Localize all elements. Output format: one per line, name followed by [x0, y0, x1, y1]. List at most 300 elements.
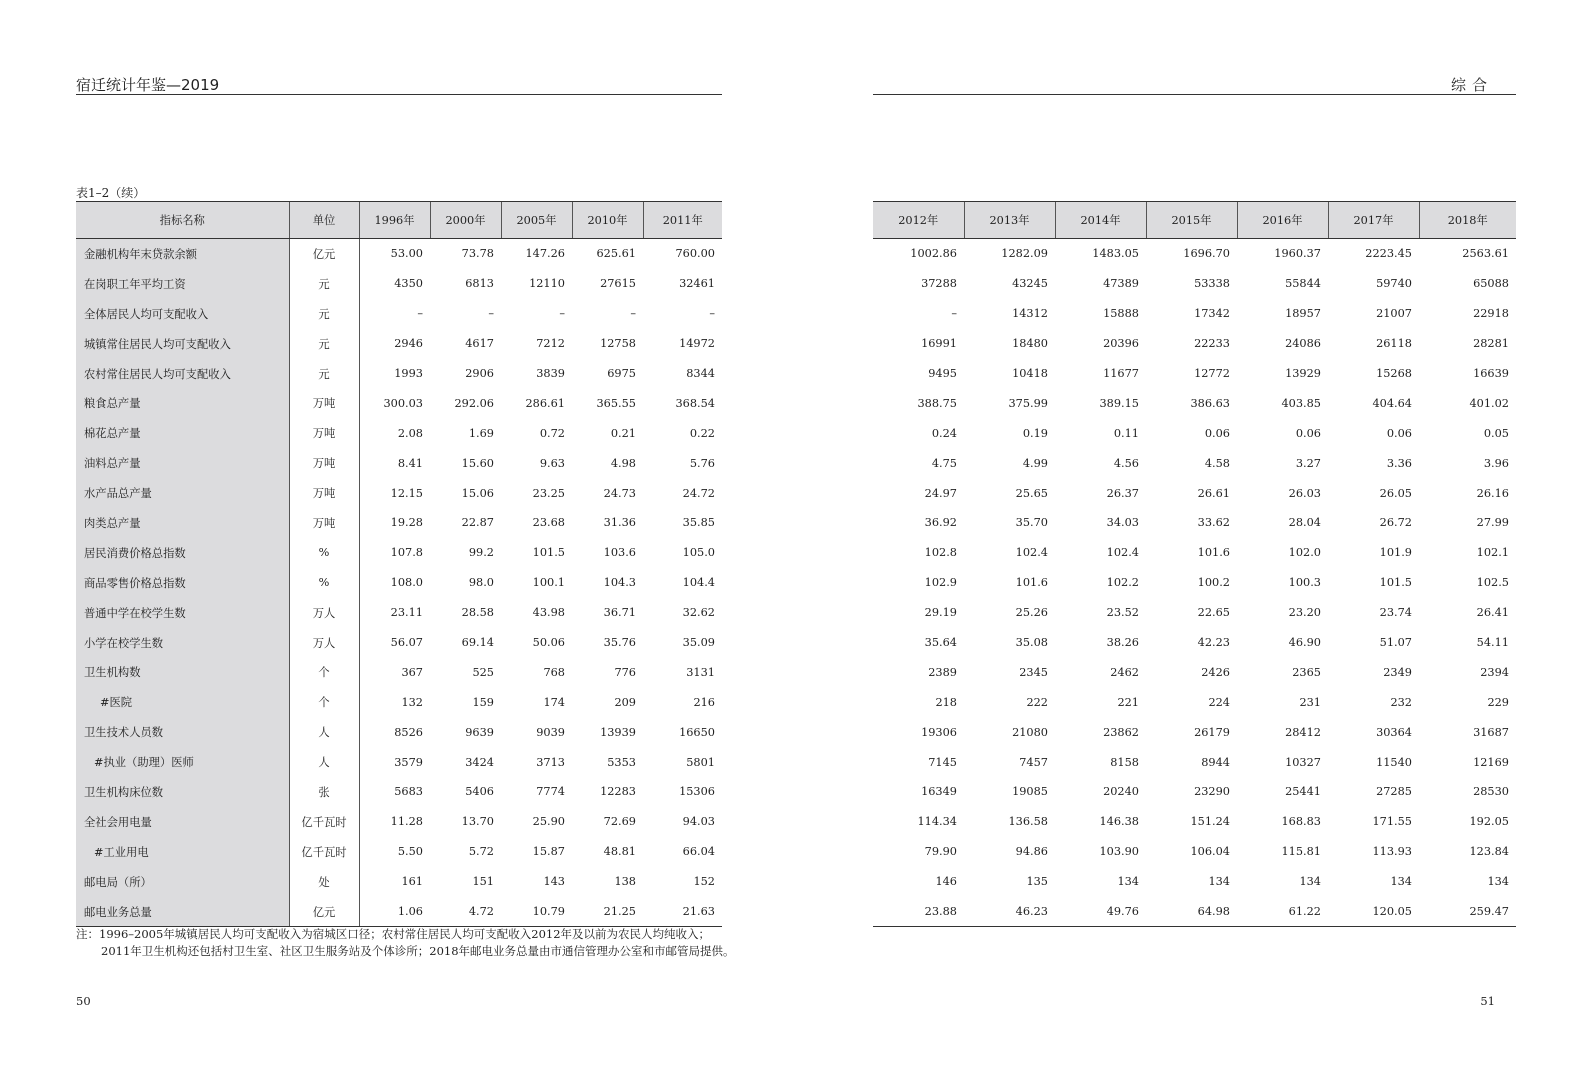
value-cell: 27.99: [1476, 516, 1509, 530]
value-cell: 35.85: [682, 516, 715, 530]
table-row: [76, 538, 722, 568]
table-row: [873, 628, 1516, 658]
value-cell: 23.68: [532, 516, 565, 530]
table-row: [76, 628, 722, 658]
value-cell: 134: [1390, 875, 1412, 889]
value-cell: 3839: [536, 367, 565, 380]
value-cell: 5.72: [468, 845, 494, 859]
value-cell: 19306: [921, 725, 957, 739]
table-row: [873, 867, 1516, 897]
unit-cell: 元: [289, 359, 359, 389]
value-cell: 65088: [1473, 277, 1509, 291]
value-cell: 8158: [1110, 755, 1139, 769]
value-cell: 7774: [536, 785, 565, 799]
value-cell: 103.6: [603, 546, 636, 560]
table-row: [873, 897, 1516, 927]
table-row: [873, 508, 1516, 538]
table-row: [76, 657, 722, 687]
column-header: 2012年: [873, 202, 964, 239]
value-cell: 4617: [465, 337, 494, 351]
value-cell: 11677: [1103, 367, 1139, 380]
value-cell: 147.26: [525, 247, 565, 261]
table-row: [76, 837, 722, 867]
value-cell: 2462: [1110, 665, 1139, 679]
value-cell: 35.08: [1015, 636, 1048, 650]
table-row: [873, 418, 1516, 448]
value-cell: 31687: [1473, 725, 1509, 739]
unit-cell: 万吨: [289, 418, 359, 448]
value-cell: 35.76: [603, 636, 636, 650]
table-row: [76, 388, 722, 418]
unit-cell: 人: [289, 747, 359, 777]
value-cell: 12.15: [390, 486, 423, 500]
value-cell: 525: [472, 665, 494, 679]
indicator-name: 商品零售价格总指数: [76, 568, 289, 598]
unit-cell: %: [289, 538, 359, 568]
value-cell: 27285: [1376, 785, 1412, 799]
value-cell: 4.75: [931, 456, 957, 470]
value-cell: 221: [1117, 695, 1139, 709]
value-cell: 389.15: [1099, 396, 1139, 410]
value-cell: 22918: [1473, 307, 1509, 321]
value-cell: 8944: [1201, 755, 1230, 769]
value-cell: 4350: [394, 277, 423, 291]
table-row: [76, 359, 722, 389]
value-cell: 72.69: [603, 815, 636, 829]
value-cell: 15.06: [461, 486, 494, 500]
value-cell: 26118: [1376, 337, 1412, 351]
value-cell: 102.5: [1476, 576, 1509, 590]
value-cell: 1483.05: [1092, 247, 1139, 261]
value-cell: 174: [543, 695, 565, 709]
column-header: 2013年: [964, 202, 1055, 239]
value-cell: 25441: [1285, 785, 1321, 799]
value-cell: 35.70: [1015, 516, 1048, 530]
value-cell: 114.34: [917, 815, 957, 829]
value-cell: 168.83: [1281, 815, 1321, 829]
table-row: [873, 717, 1516, 747]
value-cell: 115.81: [1281, 845, 1321, 859]
value-cell: 286.61: [525, 396, 565, 410]
value-cell: 4.58: [1204, 456, 1230, 470]
value-cell: 102.9: [924, 576, 957, 590]
value-cell: 2946: [394, 337, 423, 351]
value-cell: 23.52: [1106, 606, 1139, 620]
footnote-line: 注：1996–2005年城镇居民人均可支配收入为宿城区口径；农村常住居民人均可支配收入2012年及以前为农民人均纯收入；: [76, 927, 711, 941]
table-row: [873, 448, 1516, 478]
unit-cell: 个: [289, 657, 359, 687]
value-cell: 46.90: [1288, 636, 1321, 650]
value-cell: 138: [614, 875, 636, 889]
value-cell: 152: [693, 875, 715, 889]
value-cell: 94.86: [1015, 845, 1048, 859]
value-cell: 102.2: [1106, 576, 1139, 590]
table-row: [76, 747, 722, 777]
indicator-name: 水产品总产量: [76, 478, 289, 508]
left-page: [0, 0, 793, 1077]
value-cell: –: [417, 307, 423, 321]
indicator-name: 居民消费价格总指数: [76, 538, 289, 568]
value-cell: 14312: [1012, 307, 1048, 321]
value-cell: 3424: [465, 755, 494, 769]
value-cell: 26.16: [1476, 486, 1509, 500]
value-cell: 171.55: [1372, 815, 1412, 829]
unit-cell: 亿千瓦时: [289, 837, 359, 867]
value-cell: 9495: [928, 367, 957, 380]
value-cell: 0.22: [689, 426, 715, 440]
value-cell: 151: [472, 875, 494, 889]
value-cell: 24086: [1285, 337, 1321, 351]
table-row: [76, 299, 722, 329]
value-cell: 367: [401, 665, 423, 679]
value-cell: 53338: [1194, 277, 1230, 291]
value-cell: 0.11: [1113, 426, 1139, 440]
value-cell: 1.06: [359, 897, 430, 927]
value-cell: 13939: [600, 725, 636, 739]
unit-cell: 亿元: [289, 897, 359, 927]
value-cell: 2389: [928, 665, 957, 679]
value-cell: 4.56: [1113, 456, 1139, 470]
value-cell: 69.14: [461, 636, 494, 650]
indicator-name: 肉类总产量: [76, 508, 289, 538]
value-cell: 218: [935, 695, 957, 709]
value-cell: 2906: [465, 367, 494, 380]
value-cell: 0.24: [931, 426, 957, 440]
table-row: [873, 747, 1516, 777]
value-cell: 61.22: [1237, 897, 1328, 927]
value-cell: 36.92: [924, 516, 957, 530]
value-cell: 28.04: [1288, 516, 1321, 530]
value-cell: 3713: [536, 755, 565, 769]
unit-cell: 元: [289, 299, 359, 329]
value-cell: 20396: [1103, 337, 1139, 351]
unit-cell: %: [289, 568, 359, 598]
value-cell: 404.64: [1372, 396, 1412, 410]
value-cell: 3.27: [1295, 456, 1321, 470]
value-cell: 300.03: [383, 396, 423, 410]
value-cell: 26.37: [1106, 486, 1139, 500]
table-row: [76, 329, 722, 359]
value-cell: 11.28: [390, 815, 423, 829]
indicator-name: 邮电业务总量: [76, 897, 289, 927]
value-cell: 4.99: [1022, 456, 1048, 470]
value-cell: 135: [1026, 875, 1048, 889]
value-cell: 28.58: [461, 606, 494, 620]
value-cell: 768: [543, 665, 565, 679]
value-cell: 29.19: [924, 606, 957, 620]
value-cell: 26.61: [1197, 486, 1230, 500]
unit-cell: 人: [289, 717, 359, 747]
value-cell: 132: [401, 695, 423, 709]
value-cell: 11540: [1376, 755, 1412, 769]
value-cell: 7457: [1019, 755, 1048, 769]
value-cell: 32461: [679, 277, 715, 291]
value-cell: 232: [1390, 695, 1412, 709]
value-cell: 13.70: [461, 815, 494, 829]
indicator-name: #工业用电: [76, 837, 289, 867]
indicator-name: 城镇常住居民人均可支配收入: [76, 329, 289, 359]
value-cell: 136.58: [1008, 815, 1048, 829]
value-cell: 760.00: [675, 247, 715, 261]
value-cell: 16991: [921, 337, 957, 351]
table-row: [873, 239, 1516, 269]
table-row: [873, 598, 1516, 628]
value-cell: 50.06: [532, 636, 565, 650]
table-row: [873, 538, 1516, 568]
value-cell: 0.06: [1295, 426, 1321, 440]
value-cell: 0.06: [1204, 426, 1230, 440]
table-row: [873, 568, 1516, 598]
value-cell: 222: [1026, 695, 1048, 709]
value-cell: 375.99: [1008, 396, 1048, 410]
value-cell: 23.88: [873, 897, 964, 927]
table-row: [873, 687, 1516, 717]
value-cell: 113.93: [1372, 845, 1412, 859]
value-cell: 388.75: [917, 396, 957, 410]
column-header: 2015年: [1146, 202, 1237, 239]
unit-cell: 亿元: [289, 239, 359, 269]
column-header: 2017年: [1328, 202, 1419, 239]
value-cell: 101.6: [1015, 576, 1048, 590]
value-cell: 16639: [1473, 367, 1509, 380]
unit-cell: 元: [289, 269, 359, 299]
value-cell: 105.0: [682, 546, 715, 560]
value-cell: 37288: [921, 277, 957, 291]
value-cell: 7145: [928, 755, 957, 769]
value-cell: 42.23: [1197, 636, 1230, 650]
value-cell: 9.63: [539, 456, 565, 470]
table-row: [76, 448, 722, 478]
table-row: [873, 478, 1516, 508]
value-cell: 27615: [600, 277, 636, 291]
indicator-name: 在岗职工年平均工资: [76, 269, 289, 299]
value-cell: 101.5: [532, 546, 565, 560]
value-cell: 14972: [679, 337, 715, 351]
value-cell: 26.05: [1379, 486, 1412, 500]
unit-cell: 万人: [289, 628, 359, 658]
value-cell: 2.08: [397, 426, 423, 440]
value-cell: 21.25: [572, 897, 643, 927]
table-row: [76, 508, 722, 538]
value-cell: 5801: [686, 755, 715, 769]
value-cell: 12283: [600, 785, 636, 799]
value-cell: 23.74: [1379, 606, 1412, 620]
value-cell: 0.05: [1483, 426, 1509, 440]
value-cell: 25.90: [532, 815, 565, 829]
table-row: [76, 418, 722, 448]
value-cell: 46.23: [964, 897, 1055, 927]
value-cell: 104.4: [682, 576, 715, 590]
value-cell: 28530: [1473, 785, 1509, 799]
value-cell: 2394: [1480, 665, 1509, 679]
value-cell: 146.38: [1099, 815, 1139, 829]
value-cell: 1993: [394, 367, 423, 380]
column-header: 2016年: [1237, 202, 1328, 239]
value-cell: 100.2: [1197, 576, 1230, 590]
value-cell: 1002.86: [910, 247, 957, 261]
value-cell: 22233: [1194, 337, 1230, 351]
value-cell: 134: [1487, 875, 1509, 889]
value-cell: 12169: [1473, 755, 1509, 769]
value-cell: 102.1: [1476, 546, 1509, 560]
table-row: [873, 329, 1516, 359]
value-cell: 625.61: [596, 247, 636, 261]
value-cell: 13929: [1285, 367, 1321, 380]
column-header: 指标名称: [76, 202, 289, 239]
value-cell: 12758: [600, 337, 636, 351]
value-cell: 229: [1487, 695, 1509, 709]
indicator-name: 全社会用电量: [76, 807, 289, 837]
unit-cell: 万吨: [289, 478, 359, 508]
value-cell: 104.3: [603, 576, 636, 590]
table-row: [76, 777, 722, 807]
column-header: 2000年: [430, 202, 501, 239]
value-cell: 3.36: [1386, 456, 1412, 470]
value-cell: 64.98: [1146, 897, 1237, 927]
value-cell: 31.36: [603, 516, 636, 530]
value-cell: 2365: [1292, 665, 1321, 679]
value-cell: 51.07: [1379, 636, 1412, 650]
value-cell: 24.97: [924, 486, 957, 500]
value-cell: 134: [1117, 875, 1139, 889]
value-cell: –: [559, 307, 565, 321]
unit-cell: 处: [289, 867, 359, 897]
value-cell: –: [709, 307, 715, 321]
value-cell: 776: [614, 665, 636, 679]
header-rule-left: [76, 94, 722, 95]
value-cell: 100.1: [532, 576, 565, 590]
value-cell: 146: [935, 875, 957, 889]
value-cell: 3579: [394, 755, 423, 769]
value-cell: 10418: [1012, 367, 1048, 380]
running-head-right: 综合: [1450, 76, 1493, 94]
value-cell: 10.79: [501, 897, 572, 927]
table-caption: 表1–2（续）: [76, 186, 146, 200]
value-cell: 108.0: [390, 576, 423, 590]
table-row: [76, 478, 722, 508]
value-cell: 3.96: [1483, 456, 1509, 470]
table-row: [76, 239, 722, 269]
value-cell: 103.90: [1099, 845, 1139, 859]
value-cell: 1960.37: [1274, 247, 1321, 261]
value-cell: 21007: [1376, 307, 1412, 321]
indicator-name: 全体居民人均可支配收入: [76, 299, 289, 329]
header-row-left: [76, 202, 722, 239]
value-cell: 216: [693, 695, 715, 709]
value-cell: 5406: [465, 785, 494, 799]
table-row: [76, 568, 722, 598]
value-cell: 0.72: [539, 426, 565, 440]
value-cell: 15.87: [532, 845, 565, 859]
value-cell: 98.0: [468, 576, 494, 590]
value-cell: 192.05: [1469, 815, 1509, 829]
value-cell: 9039: [536, 725, 565, 739]
value-cell: 1696.70: [1183, 247, 1230, 261]
value-cell: 102.4: [1015, 546, 1048, 560]
value-cell: 401.02: [1469, 396, 1509, 410]
value-cell: 20240: [1103, 785, 1139, 799]
value-cell: 15888: [1103, 307, 1139, 321]
indicator-name: 卫生机构床位数: [76, 777, 289, 807]
value-cell: 48.81: [603, 845, 636, 859]
value-cell: 5.76: [689, 456, 715, 470]
value-cell: 151.24: [1190, 815, 1230, 829]
table-row: [76, 269, 722, 299]
value-cell: 2426: [1201, 665, 1230, 679]
value-cell: 209: [614, 695, 636, 709]
value-cell: 6975: [607, 367, 636, 380]
value-cell: 26.72: [1379, 516, 1412, 530]
value-cell: 107.8: [390, 546, 423, 560]
value-cell: –: [630, 307, 636, 321]
value-cell: 0.06: [1386, 426, 1412, 440]
indicator-name: 粮食总产量: [76, 388, 289, 418]
table-row: [873, 777, 1516, 807]
table-body-right: [873, 239, 1516, 927]
value-cell: 4.98: [610, 456, 636, 470]
column-header: 2010年: [572, 202, 643, 239]
value-cell: 231: [1299, 695, 1321, 709]
value-cell: 30364: [1376, 725, 1412, 739]
value-cell: 12772: [1194, 367, 1230, 380]
table-row: [76, 717, 722, 747]
value-cell: 22.65: [1197, 606, 1230, 620]
value-cell: 1.69: [468, 426, 494, 440]
value-cell: 102.8: [924, 546, 957, 560]
table-row: [873, 359, 1516, 389]
value-cell: 386.63: [1190, 396, 1230, 410]
value-cell: 26.03: [1288, 486, 1321, 500]
value-cell: 26.41: [1476, 606, 1509, 620]
value-cell: 120.05: [1328, 897, 1419, 927]
value-cell: 23290: [1194, 785, 1230, 799]
unit-cell: 万吨: [289, 448, 359, 478]
value-cell: 22.87: [461, 516, 494, 530]
value-cell: 134: [1299, 875, 1321, 889]
value-cell: 24.73: [603, 486, 636, 500]
value-cell: 21.63: [643, 897, 722, 927]
unit-cell: 张: [289, 777, 359, 807]
value-cell: 23.11: [390, 606, 423, 620]
value-cell: 4.72: [430, 897, 501, 927]
value-cell: 5683: [394, 785, 423, 799]
indicator-name: 金融机构年末贷款余额: [76, 239, 289, 269]
value-cell: 134: [1208, 875, 1230, 889]
indicator-name: 油料总产量: [76, 448, 289, 478]
value-cell: 55844: [1285, 277, 1321, 291]
right-page: [793, 0, 1587, 1077]
value-cell: 32.62: [682, 606, 715, 620]
value-cell: 15268: [1376, 367, 1412, 380]
page-number-right: 51: [1480, 994, 1495, 1008]
value-cell: –: [951, 307, 957, 321]
value-cell: 18957: [1285, 307, 1321, 321]
value-cell: 16650: [679, 725, 715, 739]
value-cell: 25.65: [1015, 486, 1048, 500]
value-cell: 12110: [529, 277, 565, 291]
indicator-name: 农村常住居民人均可支配收入: [76, 359, 289, 389]
value-cell: 43245: [1012, 277, 1048, 291]
value-cell: 99.2: [468, 546, 494, 560]
value-cell: 35.64: [924, 636, 957, 650]
value-cell: 2345: [1019, 665, 1048, 679]
footnote: [76, 926, 766, 960]
value-cell: 224: [1208, 695, 1230, 709]
stats-table-left: [76, 201, 722, 927]
value-cell: 102.0: [1288, 546, 1321, 560]
value-cell: 38.26: [1106, 636, 1139, 650]
value-cell: 8526: [394, 725, 423, 739]
